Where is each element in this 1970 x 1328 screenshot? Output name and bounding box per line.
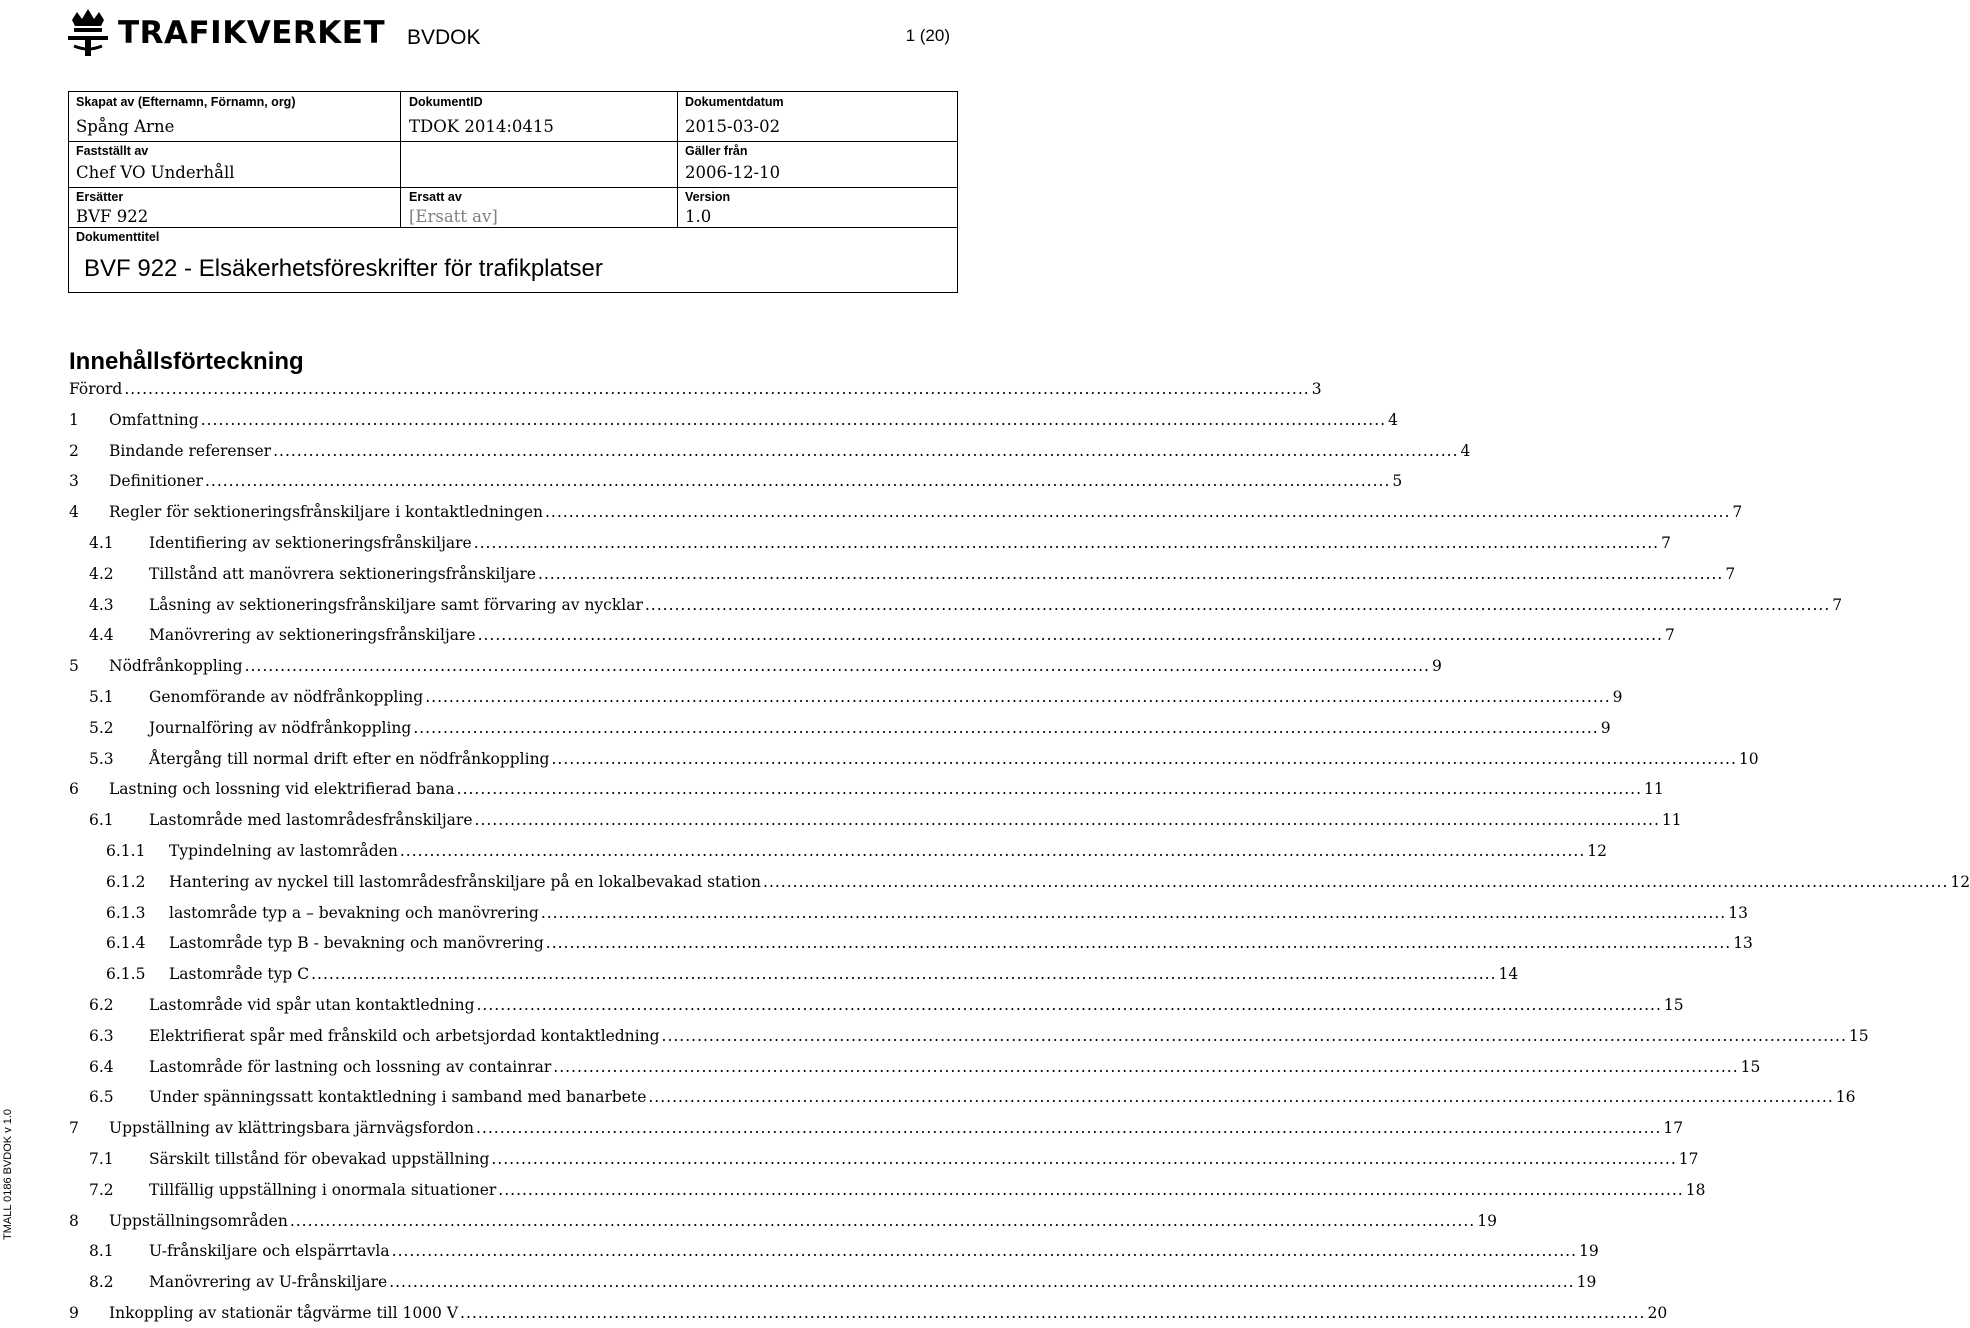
toc-entry-page: 11 bbox=[1661, 811, 1682, 830]
toc-entry[interactable] bbox=[106, 898, 1748, 928]
toc-dot-leader: ........................................................................................................................................................................................................ bbox=[498, 1180, 1684, 1199]
toc-entry-number: 6 bbox=[69, 780, 79, 799]
toc-dot-leader: ........................................................................................................................................................................................................ bbox=[540, 903, 1727, 922]
toc-entry[interactable] bbox=[89, 620, 1675, 650]
toc-entry-page: 15 bbox=[1663, 996, 1684, 1014]
toc-entry-page: 3 bbox=[1311, 380, 1322, 398]
toc-entry[interactable] bbox=[69, 1298, 1668, 1328]
toc-entry-title: Regler för sektioneringsfrånskiljare i kontaktledningen bbox=[109, 503, 543, 522]
toc-entry[interactable] bbox=[89, 990, 1684, 1020]
toc-entry-page: 15 bbox=[1848, 1026, 1869, 1045]
toc-entry-page: 18 bbox=[1685, 1180, 1706, 1199]
toc-entry[interactable] bbox=[69, 1113, 1684, 1143]
toc-entry-title: Lastområde typ B - bevakning och manövrering bbox=[169, 934, 544, 953]
toc-entry-title: Elektrifierat spår med frånskild och arbetsjordad kontaktledning bbox=[149, 1026, 660, 1045]
trafikverket-logo bbox=[66, 6, 386, 62]
doc-date-value: 2015-03-02 bbox=[685, 117, 781, 136]
toc-entry-number: 6.3 bbox=[89, 1026, 114, 1045]
toc-entry-page: 10 bbox=[1738, 749, 1759, 768]
toc-entry-title: Lastområde typ C bbox=[169, 965, 310, 984]
toc-entry-page: 7 bbox=[1832, 595, 1843, 614]
doc-id-value: TDOK 2014:0415 bbox=[409, 117, 554, 136]
toc-entry-title: Tillstånd att manövrera sektioneringsfrånskiljare bbox=[149, 564, 536, 583]
toc-entry[interactable] bbox=[89, 528, 1671, 558]
toc-entry-number: 6.1.1 bbox=[106, 842, 146, 860]
toc-entry[interactable] bbox=[69, 497, 1743, 527]
toc-entry-title: Manövrering av sektioneringsfrånskiljare bbox=[149, 626, 476, 645]
toc-dot-leader: ........................................................................................................................................................................................................ bbox=[477, 626, 1663, 645]
toc-entry-page: 7 bbox=[1664, 626, 1675, 645]
toc-entry-number: 6.1.4 bbox=[106, 934, 146, 953]
toc-dot-leader: ........................................................................................................................................................................................................ bbox=[544, 503, 1731, 522]
toc-entry-page: 4 bbox=[1460, 441, 1471, 460]
toc-entry-title: Uppställning av klättringsbara järnvägsfordon bbox=[109, 1119, 474, 1138]
toc-dot-leader: ........................................................................................................................................................................................................ bbox=[289, 1211, 1476, 1230]
toc-dot-leader: ........................................................................................................................................................................................................ bbox=[124, 380, 1310, 398]
toc-entry-number: 7 bbox=[69, 1119, 79, 1138]
toc-entry-page: 7 bbox=[1732, 503, 1743, 522]
toc-entry-page: 11 bbox=[1644, 780, 1664, 799]
toc-entry-page: 13 bbox=[1733, 934, 1753, 953]
document-metadata-table bbox=[68, 91, 958, 293]
toc-entry-number: 4.3 bbox=[89, 595, 114, 614]
toc-dot-leader: ........................................................................................................................................................................................................ bbox=[389, 1273, 1575, 1292]
toc-entry-page: 15 bbox=[1740, 1057, 1761, 1076]
doc-id-label: DokumentID bbox=[409, 95, 483, 109]
toc-entry[interactable] bbox=[89, 1175, 1706, 1205]
toc-entry[interactable] bbox=[69, 651, 1442, 681]
toc-dot-leader: ........................................................................................................................................................................................................ bbox=[200, 410, 1387, 429]
toc-entry-number: 6.1.2 bbox=[106, 872, 146, 891]
toc-entry-page: 20 bbox=[1647, 1304, 1668, 1322]
toc-entry[interactable] bbox=[89, 1082, 1856, 1112]
toc-dot-leader: ........................................................................................................................................................................................................ bbox=[491, 1150, 1677, 1168]
toc-entry-number: 9 bbox=[69, 1304, 79, 1322]
toc-entry[interactable] bbox=[69, 1206, 1497, 1236]
toc-entry-number: 5.1 bbox=[89, 688, 114, 706]
toc-entry-page: 14 bbox=[1498, 965, 1519, 984]
toc-entry-page: 5 bbox=[1392, 472, 1403, 491]
toc-entry[interactable] bbox=[89, 1144, 1699, 1174]
toc-entry-title: Manövrering av U-frånskiljare bbox=[149, 1273, 388, 1292]
toc-entry-title: Återgång till normal drift efter en nödfrånkoppling bbox=[149, 749, 550, 768]
toc-entry-number: 7.2 bbox=[89, 1180, 114, 1199]
version-label: Version bbox=[685, 190, 731, 204]
toc-entry-title: Lastområde vid spår utan kontaktledning bbox=[149, 996, 475, 1014]
page-number: 1 (20) bbox=[905, 26, 950, 45]
toc-entry-title: Lastområde med lastområdesfrånskiljare bbox=[149, 811, 473, 830]
toc-entry-title: Lastområde för lastning och lossning av containrar bbox=[149, 1057, 552, 1076]
toc-dot-leader: ........................................................................................................................................................................................................ bbox=[413, 718, 1599, 737]
toc-entry-title: Nödfrånkoppling bbox=[109, 657, 243, 676]
toc-entry-page: 16 bbox=[1835, 1088, 1856, 1107]
toc-entry-number: 6.5 bbox=[89, 1088, 114, 1107]
toc-entry-page: 17 bbox=[1663, 1119, 1684, 1138]
toc-entry-page: 12 bbox=[1950, 872, 1970, 891]
toc-entry[interactable] bbox=[69, 405, 1398, 435]
approved-by-value: Chef VO Underhåll bbox=[76, 163, 235, 182]
toc-heading: Innehållsförteckning bbox=[69, 348, 304, 375]
toc-entry[interactable] bbox=[89, 1236, 1599, 1266]
doc-date-label: Dokumentdatum bbox=[685, 95, 784, 109]
approved-by-label: Fastställt av bbox=[76, 144, 149, 158]
toc-entry[interactable] bbox=[89, 1021, 1869, 1051]
created-by-value: Spång Arne bbox=[76, 117, 175, 136]
toc-dot-leader: ........................................................................................................................................................................................................ bbox=[545, 934, 1732, 953]
document-type: BVDOK bbox=[407, 26, 481, 49]
toc-entry-number: 7.1 bbox=[89, 1150, 114, 1168]
toc-entry-number: 6.4 bbox=[89, 1057, 114, 1076]
toc-entry-number: 2 bbox=[69, 441, 79, 460]
toc-entry-title: Under spänningssatt kontaktledning i samband med banarbete bbox=[149, 1088, 647, 1107]
toc-dot-leader: ........................................................................................................................................................................................................ bbox=[648, 1088, 1834, 1107]
replaces-value: BVF 922 bbox=[76, 207, 149, 226]
toc-entry-number: 4.2 bbox=[89, 564, 114, 583]
toc-entry-number: 8 bbox=[69, 1211, 79, 1230]
toc-entry[interactable] bbox=[89, 805, 1682, 835]
table-divider bbox=[400, 92, 401, 227]
template-version-text: TMALL 0186 BVDOK v 1.0 bbox=[2, 1108, 14, 1240]
toc-entry-number: 4.1 bbox=[89, 534, 114, 552]
toc-entry-title: Tillfällig uppställning i onormala situationer bbox=[149, 1180, 497, 1199]
table-divider bbox=[69, 187, 957, 188]
toc-entry-title: Lastning och lossning vid elektrifierad bana bbox=[109, 780, 455, 799]
toc-entry-number: 1 bbox=[69, 410, 79, 429]
table-divider bbox=[69, 141, 957, 142]
toc-dot-leader: ........................................................................................................................................................................................................ bbox=[644, 595, 1831, 614]
toc-entry-number: 6.1 bbox=[89, 811, 114, 830]
toc-entry-number: 4.4 bbox=[89, 626, 114, 645]
toc-entry[interactable] bbox=[89, 744, 1759, 774]
toc-entry-page: 19 bbox=[1579, 1242, 1599, 1261]
toc-entry-page: 7 bbox=[1725, 564, 1736, 583]
toc-dot-leader: ........................................................................................................................................................................................................ bbox=[391, 1242, 1578, 1261]
toc-dot-leader: ........................................................................................................................................................................................................ bbox=[456, 780, 1643, 799]
toc-entry[interactable] bbox=[106, 836, 1607, 866]
created-by-label: Skapat av (Efternamn, Förnamn, org) bbox=[76, 95, 296, 109]
table-divider bbox=[677, 92, 678, 227]
toc-entry-page: 4 bbox=[1388, 410, 1398, 429]
toc-entry-title: Särskilt tillstånd för obevakad uppställning bbox=[149, 1150, 490, 1168]
toc-entry[interactable] bbox=[106, 959, 1519, 989]
toc-entry[interactable] bbox=[106, 928, 1753, 958]
toc-entry-number: 6.2 bbox=[89, 996, 114, 1014]
toc-entry[interactable] bbox=[89, 682, 1623, 712]
toc-entry-page: 13 bbox=[1728, 903, 1748, 922]
toc-entry-number: 6.1.5 bbox=[106, 965, 146, 984]
toc-dot-leader: ........................................................................................................................................................................................................ bbox=[399, 842, 1586, 860]
toc-entry-title: Hantering av nyckel till lastområdesfrånskiljare på en lokalbevakad station bbox=[169, 872, 762, 891]
toc-entry[interactable] bbox=[89, 713, 1611, 743]
toc-entry-title: Typindelning av lastområden bbox=[169, 842, 398, 860]
toc-entry-page: 19 bbox=[1477, 1211, 1497, 1230]
toc-entry[interactable] bbox=[89, 590, 1843, 620]
toc-dot-leader: ........................................................................................................................................................................................................ bbox=[474, 811, 1660, 830]
crown-emblem-icon bbox=[66, 6, 110, 60]
logo-wordmark: TRAFIKVERKET bbox=[118, 15, 386, 51]
toc-dot-leader: ........................................................................................................................................................................................................ bbox=[763, 872, 1949, 891]
toc-dot-leader: ........................................................................................................................................................................................................ bbox=[551, 749, 1737, 768]
toc-entry-title: Uppställningsområden bbox=[109, 1211, 288, 1230]
doc-title-label: Dokumenttitel bbox=[76, 230, 160, 244]
toc-entry-title: lastområde typ a – bevakning och manövrering bbox=[169, 903, 539, 922]
document-title: BVF 922 - Elsäkerhetsföreskrifter för trafikplatser bbox=[84, 255, 603, 282]
toc-entry-page: 19 bbox=[1576, 1273, 1597, 1292]
toc-entry-number: 5.2 bbox=[89, 718, 114, 737]
toc-entry-page: 17 bbox=[1678, 1150, 1699, 1168]
toc-entry-title: Omfattning bbox=[109, 410, 199, 429]
toc-entry-number: 3 bbox=[69, 472, 79, 491]
toc-entry[interactable] bbox=[69, 774, 1664, 804]
toc-dot-leader: ........................................................................................................................................................................................................ bbox=[473, 534, 1660, 552]
toc-entry-title: Identifiering av sektioneringsfrånskiljare bbox=[149, 534, 472, 552]
toc-entry[interactable] bbox=[69, 466, 1403, 496]
toc-entry-title: Definitioner bbox=[109, 472, 203, 491]
toc-entry-number: 4 bbox=[69, 503, 79, 522]
toc-entry-page: 9 bbox=[1600, 718, 1611, 737]
toc-entry-title: Inkoppling av stationär tågvärme till 1000 V bbox=[109, 1304, 459, 1322]
toc-entry-title: Låsning av sektioneringsfrånskiljare samt förvaring av nycklar bbox=[149, 595, 643, 614]
toc-entry-number: 5 bbox=[69, 657, 79, 676]
valid-from-value: 2006-12-10 bbox=[685, 163, 781, 182]
toc-entry[interactable] bbox=[89, 1267, 1597, 1297]
toc-entry[interactable] bbox=[89, 559, 1736, 589]
toc-entry-title: U-frånskiljare och elspärrtavla bbox=[149, 1242, 390, 1261]
table-divider bbox=[69, 227, 957, 228]
toc-entry[interactable] bbox=[106, 867, 1970, 897]
toc-dot-leader: ........................................................................................................................................................................................................ bbox=[311, 965, 1497, 984]
toc-dot-leader: ........................................................................................................................................................................................................ bbox=[537, 564, 1724, 583]
toc-dot-leader: ........................................................................................................................................................................................................ bbox=[553, 1057, 1739, 1076]
toc-entry[interactable] bbox=[69, 374, 1322, 404]
toc-dot-leader: ........................................................................................................................................................................................................ bbox=[273, 441, 1459, 460]
replaced-by-label: Ersatt av bbox=[409, 190, 462, 204]
toc-entry-number: 8.2 bbox=[89, 1273, 114, 1292]
toc-dot-leader: ........................................................................................................................................................................................................ bbox=[460, 1304, 1646, 1322]
toc-dot-leader: ........................................................................................................................................................................................................ bbox=[244, 657, 1430, 676]
replaced-by-value: [Ersatt av] bbox=[409, 207, 498, 226]
toc-dot-leader: ........................................................................................................................................................................................................ bbox=[476, 996, 1662, 1014]
toc-entry-page: 9 bbox=[1431, 657, 1442, 676]
replaces-label: Ersätter bbox=[76, 190, 124, 204]
toc-entry-page: 12 bbox=[1587, 842, 1607, 860]
toc-entry-title: Journalföring av nödfrånkoppling bbox=[149, 718, 412, 737]
version-value: 1.0 bbox=[685, 207, 712, 226]
toc-entry-title: Bindande referenser bbox=[109, 441, 272, 460]
toc-entry[interactable] bbox=[69, 436, 1471, 466]
toc-dot-leader: ........................................................................................................................................................................................................ bbox=[425, 688, 1611, 706]
toc-entry-number: 8.1 bbox=[89, 1242, 114, 1261]
toc-entry-title: Genomförande av nödfrånkoppling bbox=[149, 688, 424, 706]
toc-dot-leader: ........................................................................................................................................................................................................ bbox=[204, 472, 1391, 491]
toc-entry-number: 6.1.3 bbox=[106, 903, 146, 922]
toc-dot-leader: ........................................................................................................................................................................................................ bbox=[475, 1119, 1662, 1138]
toc-dot-leader: ........................................................................................................................................................................................................ bbox=[661, 1026, 1847, 1045]
toc-entry[interactable] bbox=[89, 1052, 1761, 1082]
toc-entry-page: 9 bbox=[1612, 688, 1623, 706]
valid-from-label: Gäller från bbox=[685, 144, 748, 158]
toc-entry-number: 5.3 bbox=[89, 749, 114, 768]
toc-entry-page: 7 bbox=[1661, 534, 1671, 552]
toc-entry-title: Förord bbox=[69, 380, 123, 398]
